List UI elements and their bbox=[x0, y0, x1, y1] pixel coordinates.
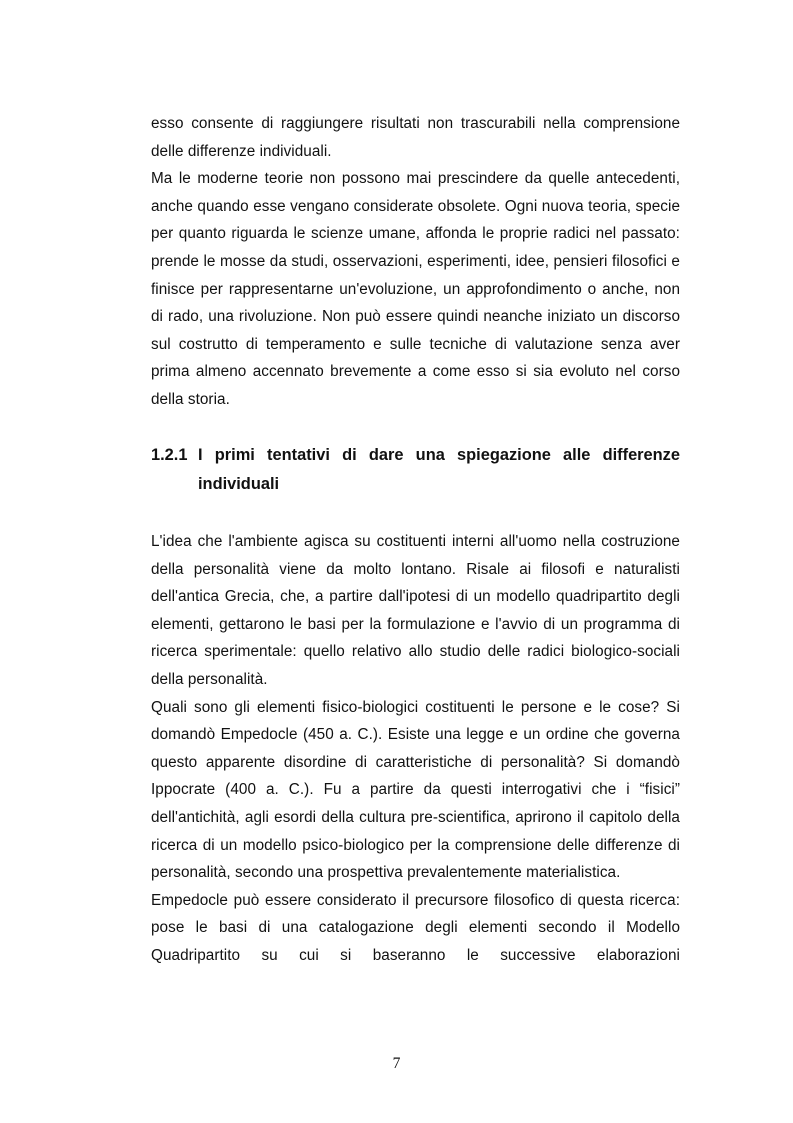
section-number: 1.2.1 bbox=[151, 446, 188, 464]
section-title-line1: I primi tentativi di dare una spiegazione alle differenze bbox=[198, 446, 680, 464]
paragraph: esso consente di raggiungere risultati non trascurabili nella comprensione delle differenze individuali. bbox=[151, 115, 680, 160]
paragraph: Ma le moderne teorie non possono mai prescindere da quelle antecedenti, anche quando esse vengano considerate obsolete. Ogni nuova teoria, specie per quanto riguarda le scienze umane, affonda le proprie radici nel passato: prende le mosse da studi, osservazioni, esperimenti, idee, pensieri filosofici e finisce per rappresentarne un'evoluzione, un approfondimento o anche, non di rado, una rivoluzione. Non può essere quindi neanche iniziato un discorso sul costrutto di temperamento e sulle tecniche di valutazione senza aver prima almeno accennato brevemente a come esso si sia evoluto nel corso della storia. bbox=[151, 170, 680, 408]
section-heading bbox=[151, 441, 680, 499]
body-text-top bbox=[151, 110, 680, 414]
paragraph: L'idea che l'ambiente agisca su costituenti interni all'uomo nella costruzione della personalità viene da molto lontano. Risale ai filosofi e naturalisti dell'antica Grecia, che, a partire dall'ipotesi di un modello quadripartito degli elementi, gettarono le basi per la formulazione e l'avvio di un programma di ricerca sperimentale: quello relativo allo studio delle radici biologico-sociali della personalità. bbox=[151, 533, 680, 688]
body-text-bottom bbox=[151, 528, 680, 970]
section-title-line2: individuali bbox=[198, 475, 280, 493]
paragraph: Empedocle può essere considerato il precursore filosofico di questa ricerca: pose le basi di una catalogazione degli elementi secondo il Modello Quadripartito su cui si baseranno le successive elaborazioni bbox=[151, 891, 680, 964]
paragraph: Quali sono gli elementi fisico-biologici costituenti le persone e le cose? Si domandò Empedocle (450 a. C.). Esiste una legge e un ordine che governa questo apparente disordine di caratteristiche di personalità? Si domandò Ippocrate (400 a. C.). Fu a partire da questi interrogativi che i “fisici” dell'antichità, agli esordi della cultura pre-scientifica, aprirono il capitolo della ricerca di un modello psico-biologico per la comprensione delle differenze di personalità, secondo una prospettiva prevalentemente materialistica. bbox=[151, 698, 680, 882]
page-number: 7 bbox=[392, 1055, 401, 1072]
section-heading-line1 bbox=[151, 441, 680, 470]
